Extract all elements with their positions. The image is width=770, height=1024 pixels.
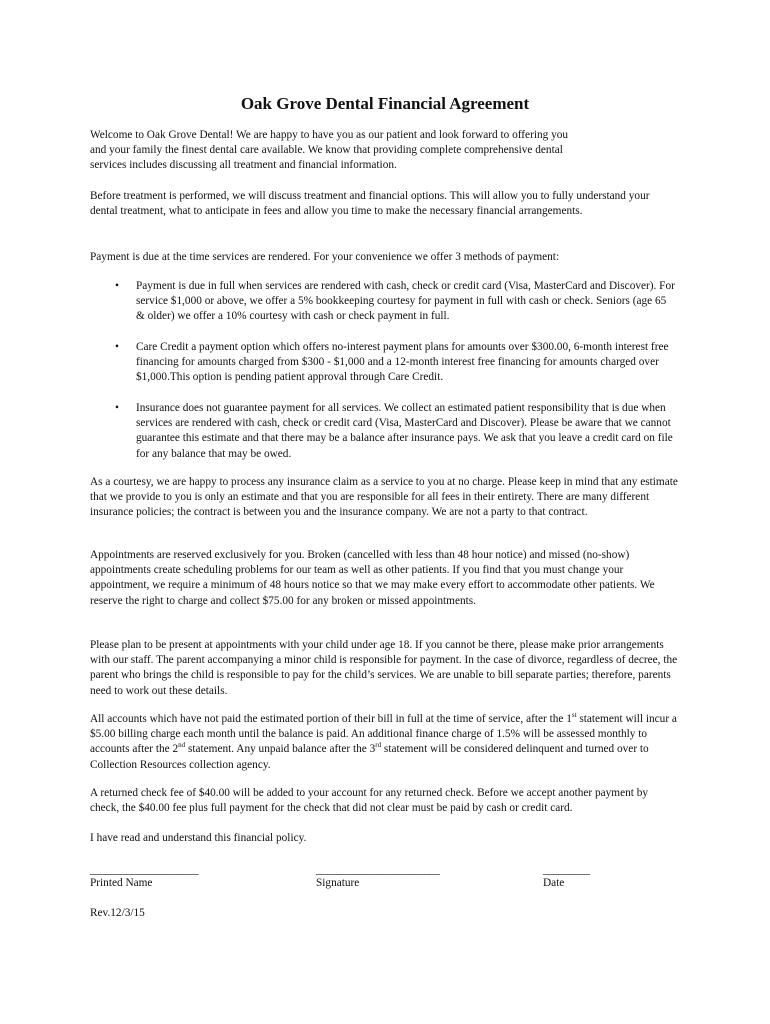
printed-name-line[interactable]: _____________________ — [90, 864, 199, 876]
bullet-icon: • — [115, 280, 119, 292]
signature-label: Signature — [316, 877, 360, 889]
before-treatment-paragraph: Before treatment is performed, we will discuss treatment and financial options. This will allow you to fully understand your dental treatment, what to anticipate in fees and allow you time to make the necessary financial arrangements. — [90, 190, 650, 218]
date-line[interactable]: _________ — [543, 864, 590, 876]
bullet-icon: • — [115, 402, 119, 414]
accounts-text: All accounts which have not paid the estimated portion of their bill in full at the time of service, after the 1 — [90, 713, 572, 725]
returned-check-paragraph: A returned check fee of $40.00 will be added to your account for any returned check. Before we accept another payment by check, the $40.00 fee plus full payment for the check that did not clear must be paid by cash or credit card. — [90, 787, 649, 815]
bullet-icon: • — [115, 341, 119, 353]
payment-intro-paragraph: Payment is due at the time services are rendered. For your convenience we offer 3 methods of payment: — [90, 251, 560, 263]
appointments-paragraph: Appointments are reserved exclusively for you. Broken (cancelled with less than 48 hour notice) and missed (no-show) appointments create scheduling problems for our team as well as other patients. If you find that you must change your appointment, we require a minimum of 48 hours notice so that we may make every effort to accommodate other patients. We reserve the right to charge and collect $75.00 for any broken or missed appointments. — [90, 549, 655, 607]
welcome-paragraph: Welcome to Oak Grove Dental! We are happy to have you as our patient and look forward to offering you and your family the finest dental care available. We know that providing complete comprehensive dental services includes discussing all treatment and financial information. — [90, 129, 569, 172]
minors-paragraph: Please plan to be present at appointments with your child under age 18. If you cannot be there, please make prior arrangements with our staff. The parent accompanying a minor child is responsible for payment. In the case of divorce, regardless of decree, the parent who brings the child is responsible to pay for the child’s services. We are unable to bill separate parties; therefore, parents need to work out these details. — [90, 639, 678, 697]
acknowledgement-text: I have read and understand this financial policy. — [90, 832, 307, 844]
accounts-paragraph — [90, 712, 685, 773]
revision-label: Rev.12/3/15 — [90, 907, 145, 919]
accounts-text: statement will incur a $5.00 billing charge each month until the balance is paid. An additional finance charge of 1.5% will be assessed monthly to accounts after the 2 — [90, 713, 677, 756]
accounts-text: statement will be considered delinquent and turned over to Collection Resources collection agency. — [90, 743, 649, 771]
signature-line[interactable]: ________________________ — [316, 864, 440, 876]
payment-method-item: Payment is due in full when services are rendered with cash, check or credit card (Visa, MasterCard and Discover). For service $1,000 or above, we offer a 5% bookkeeping courtesy for payment in full with cash or check. Seniors (age 65 & older) we offer a 10% courtesy with cash or check payment in full. — [136, 280, 675, 323]
accounts-text: statement. Any unpaid balance after the 3 — [185, 743, 376, 756]
ordinal-suffix: st — [571, 711, 577, 720]
ordinal-suffix: rd — [375, 741, 382, 750]
payment-method-item: Care Credit a payment option which offers no-interest payment plans for amounts over $300.00, 6-month interest free financing for amounts charged from $300 - $1,000 and a 12-month interest free financing for amounts charged over $1,000.This option is pending patient approval through Care Credit. — [136, 341, 669, 384]
payment-method-item: Insurance does not guarantee payment for all services. We collect an estimated patient responsibility that is due when services are rendered with cash, check or credit card (Visa, MasterCard and Discover). Please be aware that we cannot guarantee this estimate and that there may be a balance after insurance pays. We ask that you leave a credit card on file for any balance that may be owed. — [136, 402, 673, 460]
document-title: Oak Grove Dental Financial Agreement — [240, 94, 530, 113]
printed-name-label: Printed Name — [90, 877, 153, 889]
ordinal-suffix: nd — [178, 741, 186, 750]
date-label: Date — [543, 877, 565, 889]
courtesy-paragraph: As a courtesy, we are happy to process any insurance claim as a service to you at no charge. Please keep in mind that any estimate that we provide to you is only an estimate and that you are responsible for all fees in their entirety. There are many different insurance policies; the contract is between you and the insurance company. We are not a party to that contract. — [90, 476, 678, 519]
